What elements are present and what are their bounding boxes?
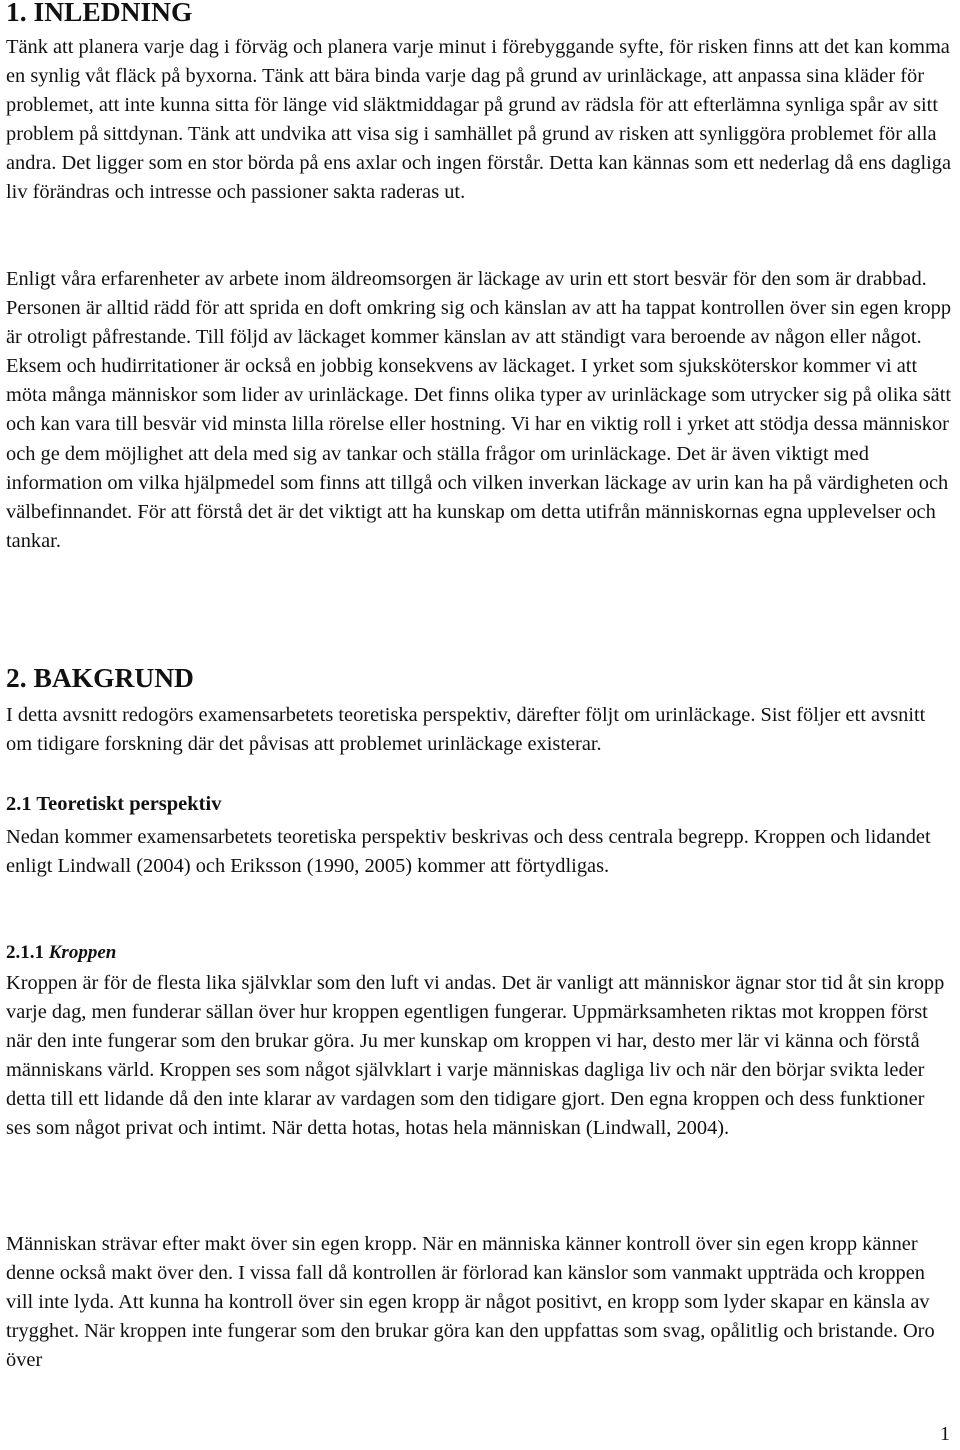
heading-bakgrund: 2. BAKGRUND (6, 662, 194, 693)
kroppen-paragraph-1: Kroppen är för de flesta lika självklar som den luft vi andas. Det är vanligt att människor ägnar stor tid åt sin kropp varje dag, men funderar sällan över hur kroppen egentligen fungerar. Uppmärksamheten riktas mot kroppen först när den inte fungerar som den brukar göra. Ju mer kunskap om kroppen vi har, desto mer lär vi känna och förstå människans värld. Kroppen ses som något självklart i varje människas dagliga liv och när den börjar svikta leder detta till ett lidande då den inte klarar av vardagen som den tidigare gjort. Den egna kroppen och dess funktioner ses som något privat och intimt. När detta hotas, hotas hela människan (Lindwall, 2004). (6, 972, 945, 1140)
intro-paragraph-2: Enligt våra erfarenheter av arbete inom äldreomsorgen är läckage av urin ett stort besvär för den som är drabbad. Personen är alltid rädd för att sprida en doft omkring sig och känslan av att ha tappat kontrollen över sin egen kropp är otroligt påfrestande. Till följd av läckaget kommer känslan av att ständigt vara beroende av någon eller något. Eksem och hudirritationer är också en jobbig konsekvens av läckaget. I yrket som sjuksköterskor kommer vi att möta många människor som lider av urinläckage. Det finns olika typer av urinläckage som utrycker sig på olika sätt och kan vara till besvär vid minsta lilla rörelse eller hostning. Vi har en viktig roll i yrket att stödja dessa människor och ge dem möjlighet att dela med sig av tankar och ställa frågor om urinläckage. Det är även viktigt med information om vilka hjälpmedel som finns att tillgå och vilken inverkan läckage av urin kan ha på värdigheten och välbefinnandet. För att förstå det är det viktigt att ha kunskap om detta utifrån människornas egna upplevelser och tankar. (6, 268, 952, 552)
heading-kroppen (6, 939, 954, 967)
theory-paragraph: Nedan kommer examensarbetets teoretiska perspektiv beskrivas och dess centrala begrepp. Kroppen och lidandet enligt Lindwall (2004) och Eriksson (1990, 2005) kommer att förtydligas. (6, 826, 931, 878)
kroppen-paragraph-2: Människan strävar efter makt över sin egen kropp. När en människa känner kontroll över sin egen kropp känner denne också makt över den. I vissa fall då kontrollen är förlorad kan känslor som vanmakt uppträda och kroppen vill inte lyda. Att kunna ha kontroll över sin egen kropp är något positivt, en kropp som lyder skapar en känsla av trygghet. När kroppen inte fungerar som den brukar göra kan den uppfattas som svag, opålitlig och bristande. Oro över (6, 1233, 935, 1372)
page-number: 1 (940, 1423, 950, 1445)
heading-kroppen-number: 2.1.1 (6, 942, 44, 963)
intro-paragraph-1: Tänk att planera varje dag i förväg och planera varje minut i förebyggande syfte, för risken finns att det kan komma en synlig våt fläck på byxorna. Tänk att bära binda varje dag på grund av urinläckage, att anpassa sina kläder för problemet, att inte kunna sitta för länge vid släktmiddagar på grund av rädsla för att efterlämna synliga spår av sitt problem på sittdynan. Tänk att undvika att visa sig i samhället på grund av risken att synliggöra problemet för alla andra. Det ligger som en stor börda på ens axlar och ingen förstår. Detta kan kännas som ett nederlag då ens dagliga liv förändras och intresse och passioner sakta raderas ut. (6, 36, 952, 204)
background-paragraph: I detta avsnitt redogörs examensarbetets teoretiska perspektiv, därefter följt om urinläckage. Sist följer ett avsnitt om tidigare forskning där det påvisas att problemet urinläckage existerar. (6, 704, 926, 756)
heading-teoretiskt-perspektiv: 2.1 Teoretiskt perspektiv (6, 793, 222, 815)
heading-inledning: 1. INLEDNING (6, 0, 193, 27)
heading-kroppen-title: Kroppen (48, 942, 117, 963)
